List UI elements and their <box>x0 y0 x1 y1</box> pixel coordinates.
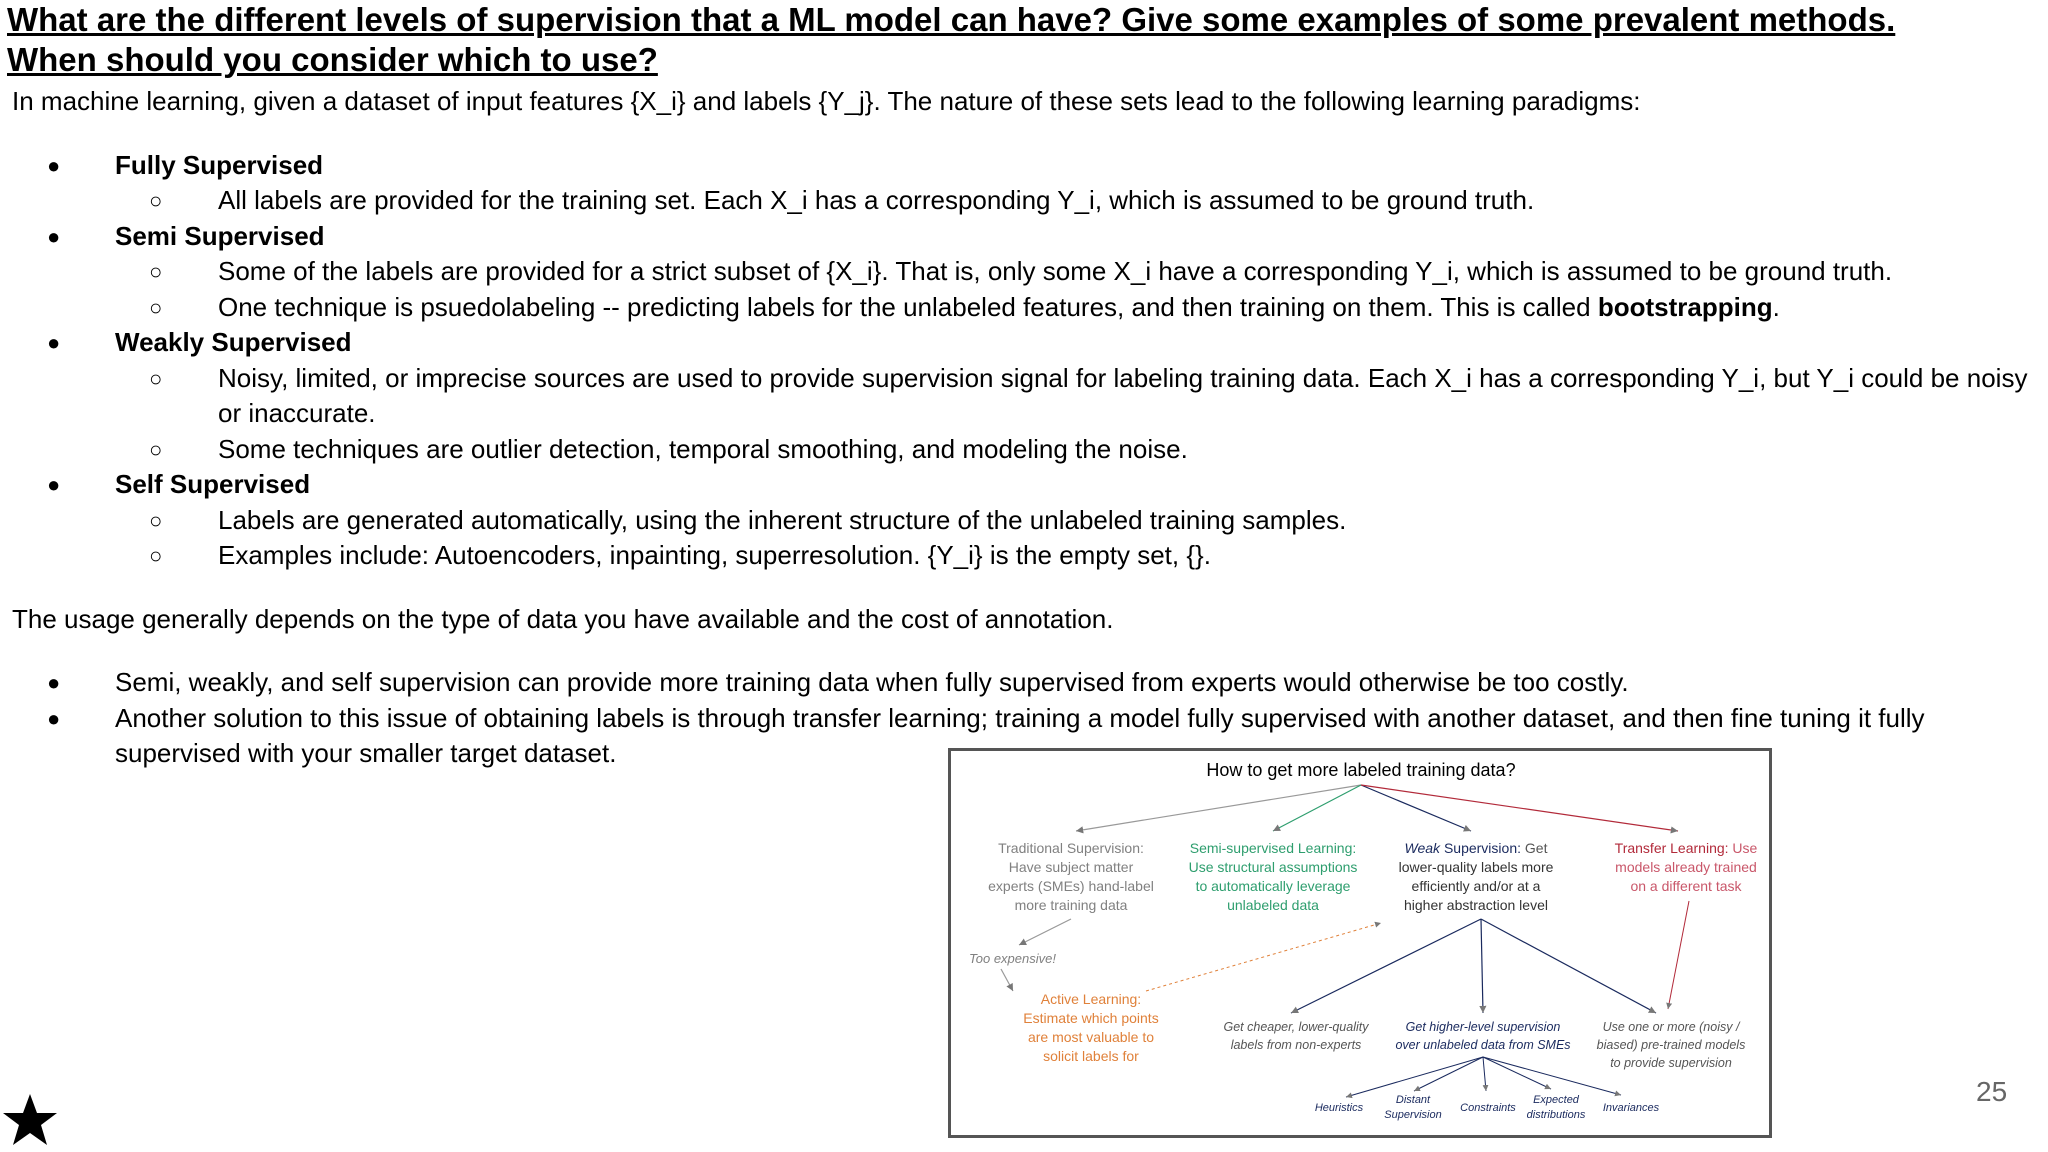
title-line-1: What are the different levels of supervision that a ML model can have? Give some examples of some prevalent methods. <box>7 1 1896 38</box>
paradigm-label: Weakly Supervised <box>115 327 352 357</box>
leaf-expected-distributions: Expected <box>1533 1094 1579 1106</box>
paradigm-label: Self Supervised <box>115 469 311 499</box>
svg-text:distributions: distributions <box>1526 1109 1586 1121</box>
diagram-svg <box>951 751 1769 1135</box>
higher-level-supervision: Get higher-level supervision <box>1405 1020 1561 1034</box>
hollow-bullet-icon: ○ <box>149 365 163 391</box>
bullet-icon: ● <box>47 223 61 249</box>
paradigm-label: Fully Supervised <box>115 149 324 180</box>
transfer-head: Transfer Learning: Use <box>1614 840 1758 856</box>
paradigm-self-supervised <box>12 467 2042 503</box>
bullet-icon: ● <box>47 670 61 695</box>
slide-body <box>12 84 2042 772</box>
hollow-bullet-icon: ○ <box>149 188 163 213</box>
svg-text:efficiently and/or at a: efficiently and/or at a <box>1411 878 1541 894</box>
weak-head: Weak Supervision: Get <box>1404 840 1548 856</box>
svg-text:experts (SMEs) hand-label: experts (SMEs) hand-label <box>988 878 1154 894</box>
hollow-bullet-icon: ○ <box>149 436 163 462</box>
cheaper-labels: Get cheaper, lower-quality <box>1223 1020 1369 1034</box>
svg-text:more training data: more training data <box>1014 897 1128 913</box>
supervision-diagram <box>948 748 1772 1138</box>
usage-text: The usage generally depends on the type of data you have available and the cost of annotation. <box>12 603 1114 634</box>
paradigm-detail: ○ Examples include: Autoencoders, inpainting, superresolution. {Y_i} is the empty set, {}. <box>12 538 2042 574</box>
svg-text:labels from non-experts: labels from non-experts <box>1230 1038 1362 1052</box>
leaf-heuristics: Heuristics <box>1314 1102 1364 1114</box>
paradigm-semi-supervised <box>12 219 2042 255</box>
svg-text:are most valuable to: are most valuable to <box>1027 1029 1155 1045</box>
svg-text:Estimate which points: Estimate which points <box>1023 1010 1159 1026</box>
intro-text: In machine learning, given a dataset of input features {X_i} and labels {Y_j}. The nature of these sets lead to the following learning paradigms: <box>12 86 1641 116</box>
page-number: 25 <box>1976 1076 2008 1107</box>
svg-text:higher abstraction level: higher abstraction level <box>1404 897 1548 913</box>
svg-text:unlabeled data: unlabeled data <box>1227 897 1319 913</box>
svg-text:Supervision: Supervision <box>1384 1109 1442 1121</box>
page-title <box>7 0 2007 80</box>
svg-text:biased) pre-trained models: biased) pre-trained models <box>1596 1038 1746 1052</box>
svg-text:models already trained: models already trained <box>1615 859 1757 875</box>
pretrained-models: Use one or more (noisy / <box>1602 1020 1740 1034</box>
bullet-icon: ● <box>47 472 61 497</box>
leaf-invariances: Invariances <box>1602 1102 1660 1114</box>
svg-text:lower-quality labels more: lower-quality labels more <box>1398 859 1554 875</box>
hollow-bullet-icon: ○ <box>149 259 163 284</box>
semi-head: Semi-supervised Learning: <box>1189 840 1357 856</box>
title-line-2: When should you consider which to use? <box>7 41 658 78</box>
bootstrapping-term: bootstrapping <box>1597 291 1773 322</box>
diagram-title: How to get more labeled training data? <box>1206 760 1516 780</box>
paradigm-detail: ○ Some techniques are outlier detection, temporal smoothing, and modeling the noise. <box>12 432 2042 468</box>
too-expensive-note: Too expensive! <box>969 951 1056 966</box>
paradigm-detail: ○ All labels are provided for the training set. Each X_i has a corresponding Y_i, which is assumed to be ground truth. <box>12 183 2042 219</box>
traditional-head: Traditional Supervision: <box>998 840 1144 856</box>
svg-text:Have subject matter: Have subject matter <box>1008 859 1134 875</box>
star-icon <box>0 1090 60 1150</box>
leaf-distant-supervision: Distant <box>1395 1094 1431 1106</box>
svg-text:over unlabeled data from SMEs: over unlabeled data from SMEs <box>1395 1038 1571 1052</box>
paradigm-detail: ○ One technique is psuedolabeling -- predicting labels for the unlabeled features, and then training on them. This is called bootstrapping. <box>12 290 2042 326</box>
hollow-bullet-icon: ○ <box>149 543 163 568</box>
svg-text:to automatically leverage: to automatically leverage <box>1195 878 1351 894</box>
svg-text:Use structural assumptions: Use structural assumptions <box>1188 859 1358 875</box>
active-head: Active Learning: <box>1040 991 1142 1007</box>
usage-point: ● Semi, weakly, and self supervision can provide more training data when fully supervised from experts would otherwise be too costly. <box>12 665 2042 701</box>
svg-text:to provide supervision: to provide supervision <box>1610 1056 1732 1070</box>
paradigm-detail: ○ Labels are generated automatically, using the inherent structure of the unlabeled training samples. <box>12 503 2042 539</box>
paradigm-fully-supervised <box>12 148 2042 184</box>
hollow-bullet-icon: ○ <box>149 294 163 320</box>
leaf-constraints: Constraints <box>1460 1102 1516 1114</box>
usage-point: ● Another solution to this issue of obtaining labels is through transfer learning; training a model fully supervised with another dataset, and then fine tuning it fully supervised with your smaller target dataset. <box>47 702 1925 768</box>
bullet-icon: ● <box>47 152 61 178</box>
paradigm-detail: ○ Some of the labels are provided for a strict subset of {X_i}. That is, only some X_i have a corresponding Y_i, which is assumed to be ground truth. <box>12 254 2042 290</box>
paradigm-label: Semi Supervised <box>115 220 325 251</box>
hollow-bullet-icon: ○ <box>149 507 163 533</box>
bullet-icon: ● <box>47 705 61 731</box>
svg-text:solicit labels for: solicit labels for <box>1043 1048 1139 1064</box>
svg-text:on a different task: on a different task <box>1630 878 1742 894</box>
paradigm-detail: ○ Noisy, limited, or imprecise sources are used to provide supervision signal for labeling training data. Each X_i has a corresponding Y_i, but Y_i could be noisy or inaccurate. <box>149 362 2028 428</box>
paradigm-weakly-supervised <box>12 325 2042 361</box>
bullet-icon: ● <box>47 330 61 355</box>
